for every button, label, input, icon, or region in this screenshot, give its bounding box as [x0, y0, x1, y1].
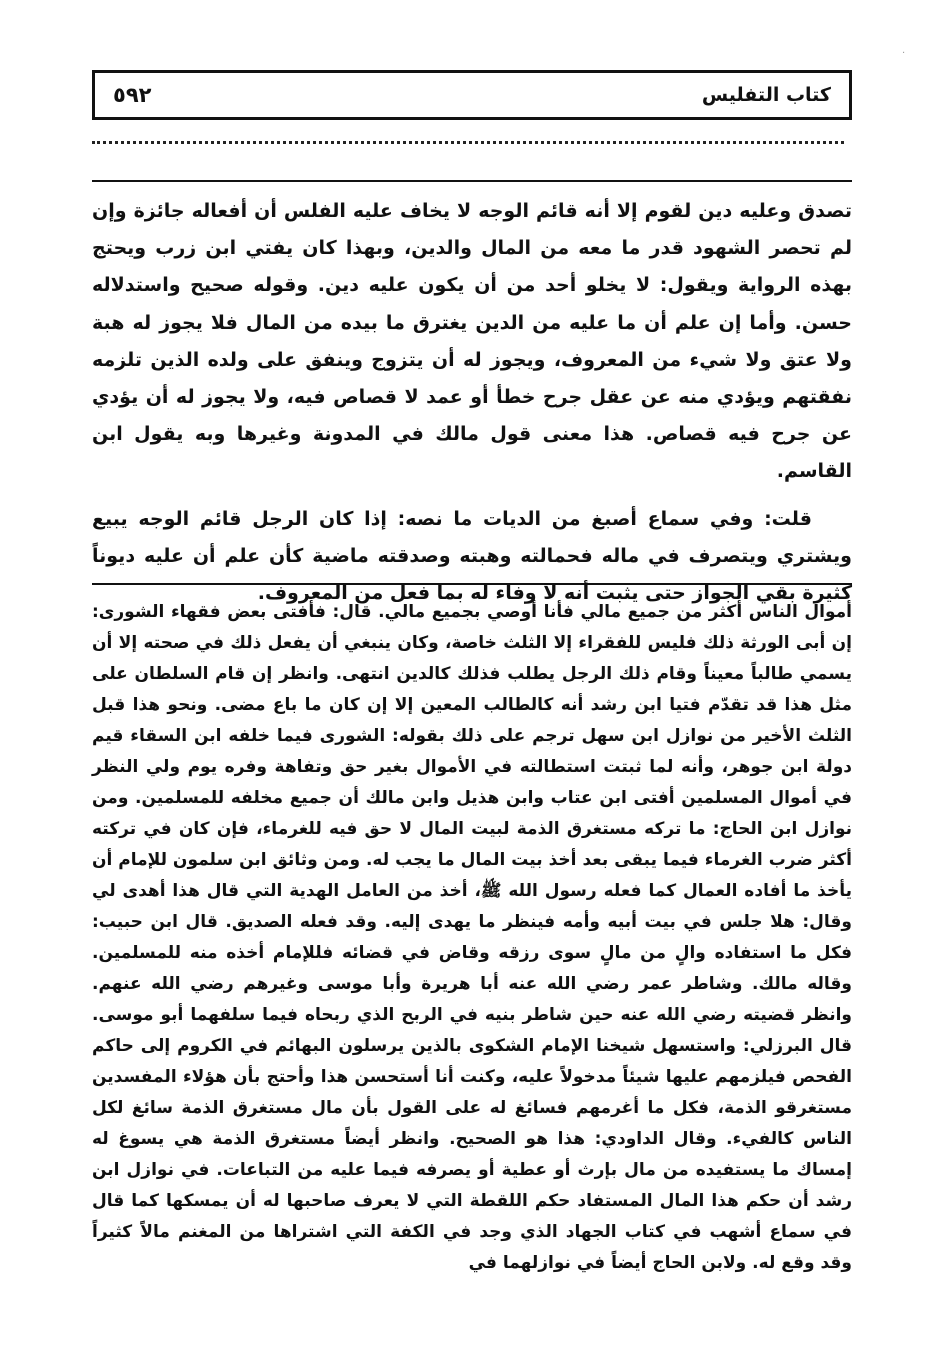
main-paragraph-2: قلت: وفي سماع أصبغ من الديات ما نصه: إذا كان الرجل قائم الوجه يبيع ويشتري ويتصرف في ماله فحمالته وهبته وصدقته ماضية كأن علم أن عليه ديوناً كثيرة بقي الجواز حتى يثبت أنه لا وفاء له بما فعل من المعروف.	[92, 507, 852, 605]
main-paragraph-1: تصدق وعليه دين لقوم إلا أنه قائم الوجه لا يخاف عليه الفلس أن أفعاله جائزة وإن لم تحصر الشهود قدر ما معه من المال والدين، وبهذا كان يفتي ابن زرب ويحتج بهذه الرواية ويقول: لا يخلو أحد من أن يكون عليه دين. وقوله صحيح واستدلاله حسن. وأما إن علم أن ما عليه من الدين يغترق ما بيده من المال فلا يجوز له هبة ولا عتق ولا شيء من المعروف، ويجوز له أن يتزوج وينفق على ولده الذين تلزمه نفقتهم ويؤدي منه عن عقل جرح خطأ أو عمد لا قصاص فيه، ولا يجوز له أن يؤدي عن جرح فيه قصاص. هذا معنى قول مالك في المدونة وغيرها وبه يقول ابن القاسم.	[92, 200, 852, 483]
footnote-paragraph: أموال الناس أكثر من جميع مالي فأنا أوصي بجميع مالي. قال: فأفتى بعض فقهاء الشورى: إن أبى الورثة ذلك فليس للفقراء إلا الثلث خاصة، وكان ينبغي أن يفعل ذلك في صحته إلا أن يسمي طالباً معيناً وقام ذلك الرجل يطلب فذلك كالدين انتهى. وانظر إن قام السلطان على مثل هذا قد تقدّم فتيا ابن رشد أنه كالطالب المعين إلا إن كان ما باع مضى. ونحو هذا قبل الثلث الأخير من نوازل ابن سهل ترجم على ذلك بقوله: الشورى فيما خلفه ابن السقاء قيم دولة ابن جوهر، وأنه لما ثبتت استطالته في الأموال بغير حق وتفاهة وفره يوم ولي النظر في أموال المسلمين أفتى ابن عتاب وابن هذيل وابن مالك أن جميع مخلفه للمسلمين. ومن نوازل ابن الحاج: ما تركه مستغرق الذمة لبيت المال لا حق فيه للغرماء، فإن كان في تركته أكثر ضرب الغرماء فيما يبقى بعد أخذ بيت المال ما يجب له. ومن وثائق ابن سلمون للإمام أن يأخذ ما أفاده العمال كما فعله رسول الله ﷺ، أخذ من العامل الهدية التي قال هذا أهدى لي وقال: هلا جلس في بيت أبيه وأمه فينظر ما يهدى إليه. وقد فعله الصديق. قال ابن حبيب: فكل ما استفاده والٍ من مالٍ سوى رزقه وقاض في قضائه فللإمام أخذه منه للمسلمين. وقاله مالك. وشاطر عمر رضي الله عنه أبا هريرة وأبا موسى وغيرهم رضي الله عنهم. وانظر قضيته رضي الله عنه حين شاطر بنيه في الربح الذي ربحاه فيما سلفهما أبو موسى. قال البرزلي: واستسهل شيخنا الإمام الشكوى بالذين يرسلون البهائم في الكروم إلى حاكم الفحص فيلزمهم عليها شيئاً مدخولاً عليه، وكنت أنا أستحسن هذا وأحتج بأن هؤلاء المفسدين مستغرقو الذمة، فكل ما أغرمهم فسائغ له على القول بأن مال مستغرق الذمة سائغ لكل الناس كالفيء. وقال الداودي: هذا هو الصحيح. وانظر أيضاً مستغرق الذمة هي يسوغ له إمساك ما يستفيده من مال بإرث أو عطية أو يصرفه فيما عليه من التباعات. في نوازل ابن رشد أن حكم هذا المال المستفاد حكم اللقطة التي لا يعرف صاحبها له أن يمسكها كما قال في سماع أشهب في كتاب الجهاد الذي وجد في الكفة التي اشتراها من المغنم مالاً كثيراً وقد وقع له. ولابن الحاج أيضاً في نوازلهما في	[92, 602, 852, 1273]
main-text	[92, 193, 852, 612]
footnote-section	[92, 597, 852, 1279]
book-title: كتاب التفليس	[701, 84, 831, 106]
page-number: ٥٩٢	[113, 83, 152, 107]
dotted-separator	[92, 141, 844, 144]
running-header	[92, 70, 852, 120]
corner-dot-mark: ·	[902, 48, 906, 59]
footnote-rule	[92, 583, 852, 585]
top-rule	[92, 180, 852, 182]
